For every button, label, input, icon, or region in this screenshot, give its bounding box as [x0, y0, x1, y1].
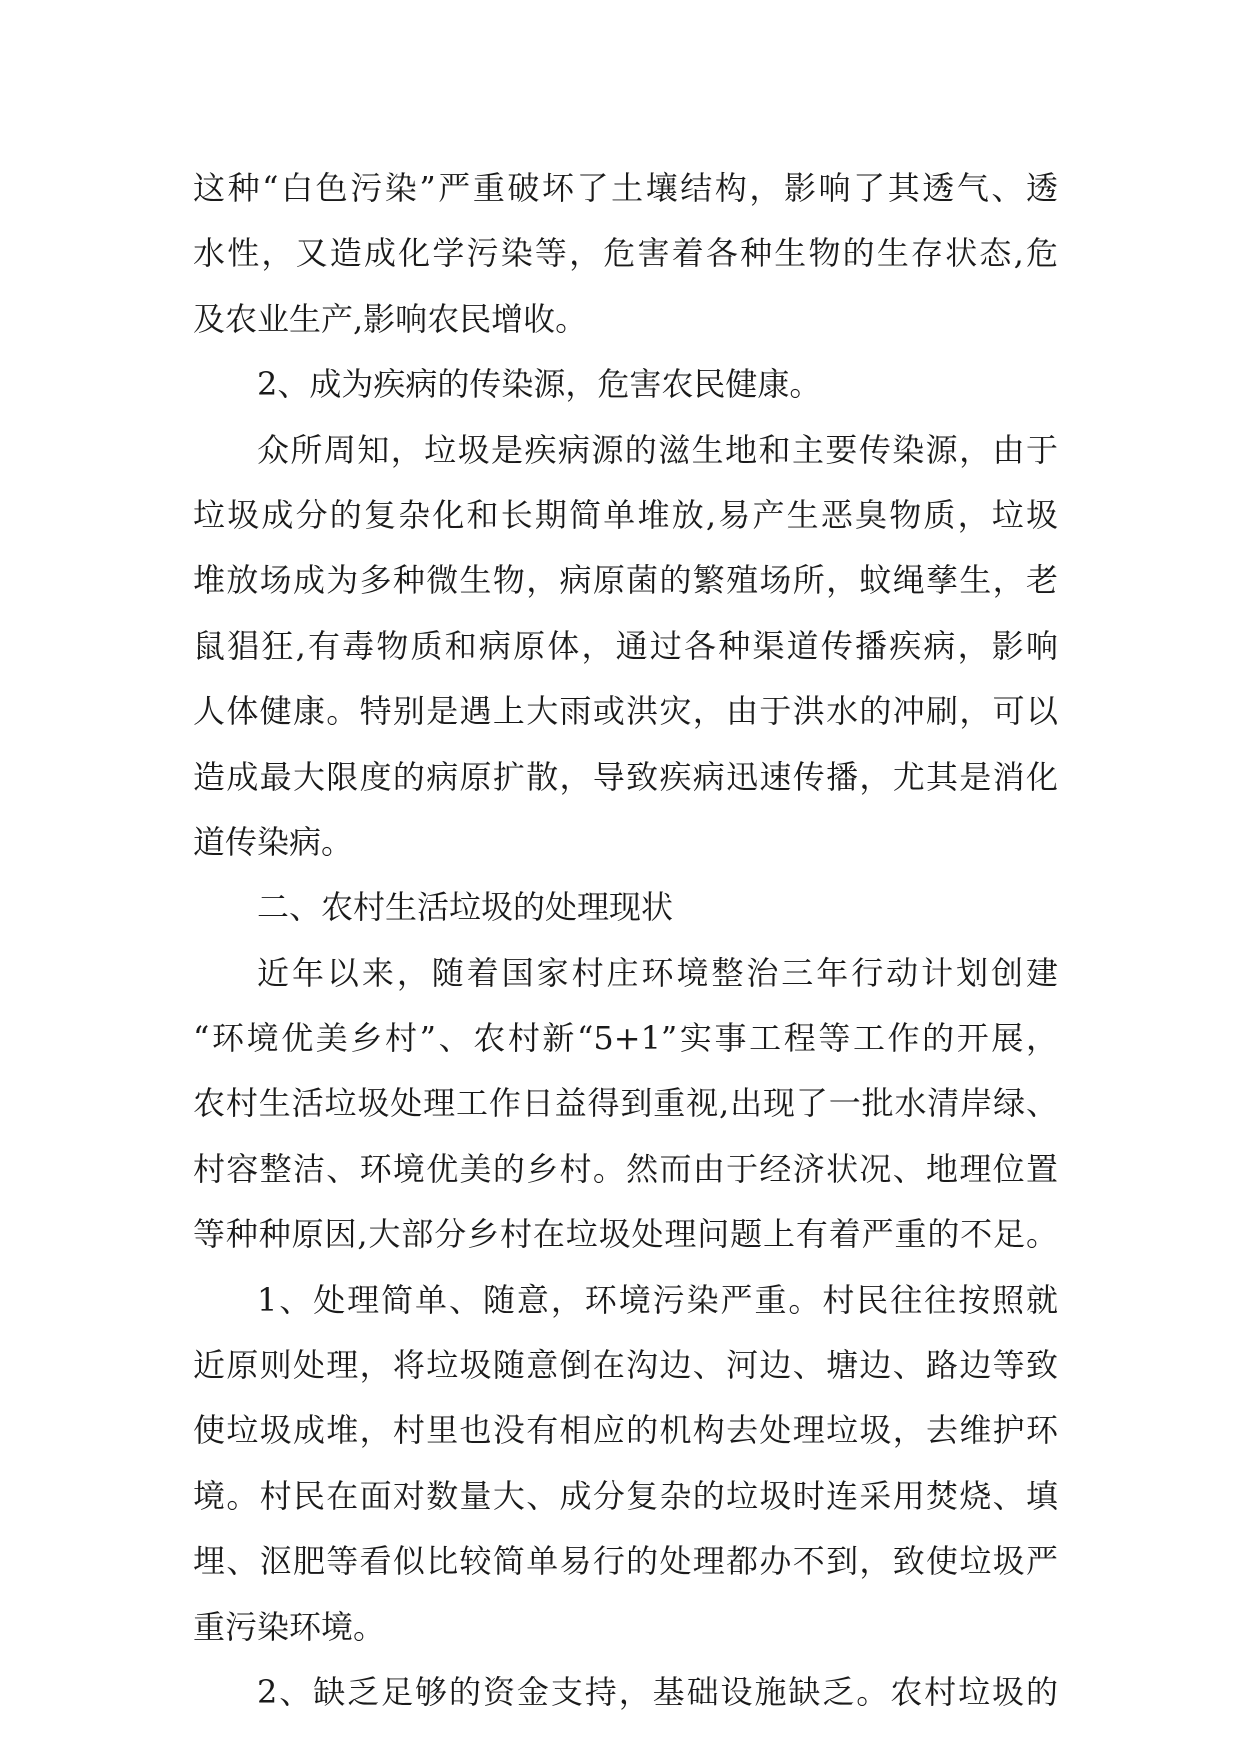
- text-line: 农村生活垃圾处理工作日益得到重视,出现了一批水清岸绿、: [193, 1084, 1058, 1123]
- text-line: 2、成为疾病的传染源，危害农民健康。: [257, 365, 822, 404]
- text-line: 道传染病。: [193, 822, 354, 861]
- paragraph-funding: [193, 1660, 1058, 1725]
- text-line: 及农业生产,影响农民增收。: [193, 299, 588, 338]
- text-line: 近原则处理，将垃圾随意倒在沟边、河边、塘边、路边等致: [193, 1346, 1058, 1385]
- text-line: 众所周知，垃圾是疾病源的滋生地和主要传染源，由于: [257, 430, 1058, 469]
- text-line: 鼠猖狂,有毒物质和病原体，通过各种渠道传播疾病，影响: [193, 626, 1058, 665]
- text-line: 使垃圾成堆，村里也没有相应的机构去处理垃圾，去维护环: [193, 1411, 1058, 1450]
- text-line: 重污染环境。: [193, 1607, 386, 1646]
- text-line: 堆放场成为多种微生物，病原菌的繁殖场所，蚊绳孳生，老: [193, 561, 1058, 600]
- text-line: 造成最大限度的病原扩散，导致疾病迅速传播，尤其是消化: [193, 757, 1058, 796]
- paragraph-disease-body: [193, 418, 1058, 876]
- text-line: 这种“白色污染”严重破坏了土壤结构，影响了其透气、透: [193, 169, 1058, 207]
- paragraph-simple-treatment: [193, 1268, 1058, 1660]
- text-line: “环境优美乡村”、农村新“5+1”实事工程等工作的开展，: [193, 1019, 1058, 1058]
- text-line: 2、缺乏足够的资金支持，基础设施缺乏。农村垃圾的: [257, 1672, 1058, 1711]
- paragraph-white-pollution: [193, 156, 1058, 352]
- paragraph-recent-years: [193, 941, 1058, 1268]
- text-line: 垃圾成分的复杂化和长期简单堆放,易产生恶臭物质，垃圾: [193, 495, 1058, 534]
- text-line: 近年以来，随着国家村庄环境整治三年行动计划创建: [257, 953, 1058, 992]
- text-line: 二、农村生活垃圾的处理现状: [257, 888, 674, 927]
- text-line: 等种种原因,大部分乡村在垃圾处理问题上有着严重的不足。: [193, 1215, 1058, 1254]
- text-line: 村容整洁、环境优美的乡村。然而由于经济状况、地理位置: [193, 1149, 1058, 1188]
- section-heading-status: [193, 875, 1058, 940]
- text-line: 1、处理简单、随意，环境污染严重。村民往往按照就: [257, 1280, 1058, 1319]
- text-line: 境。村民在面对数量大、成分复杂的垃圾时连采用焚烧、填: [193, 1476, 1058, 1515]
- document-page: [193, 156, 1058, 1725]
- paragraph-disease-heading: [193, 352, 1058, 417]
- text-line: 埋、沤肥等看似比较简单易行的处理都办不到，致使垃圾严: [193, 1542, 1058, 1581]
- text-line: 水性，又造成化学污染等，危害着各种生物的生存状态,危: [193, 234, 1058, 273]
- text-line: 人体健康。特别是遇上大雨或洪灾，由于洪水的冲刷，可以: [193, 692, 1058, 731]
